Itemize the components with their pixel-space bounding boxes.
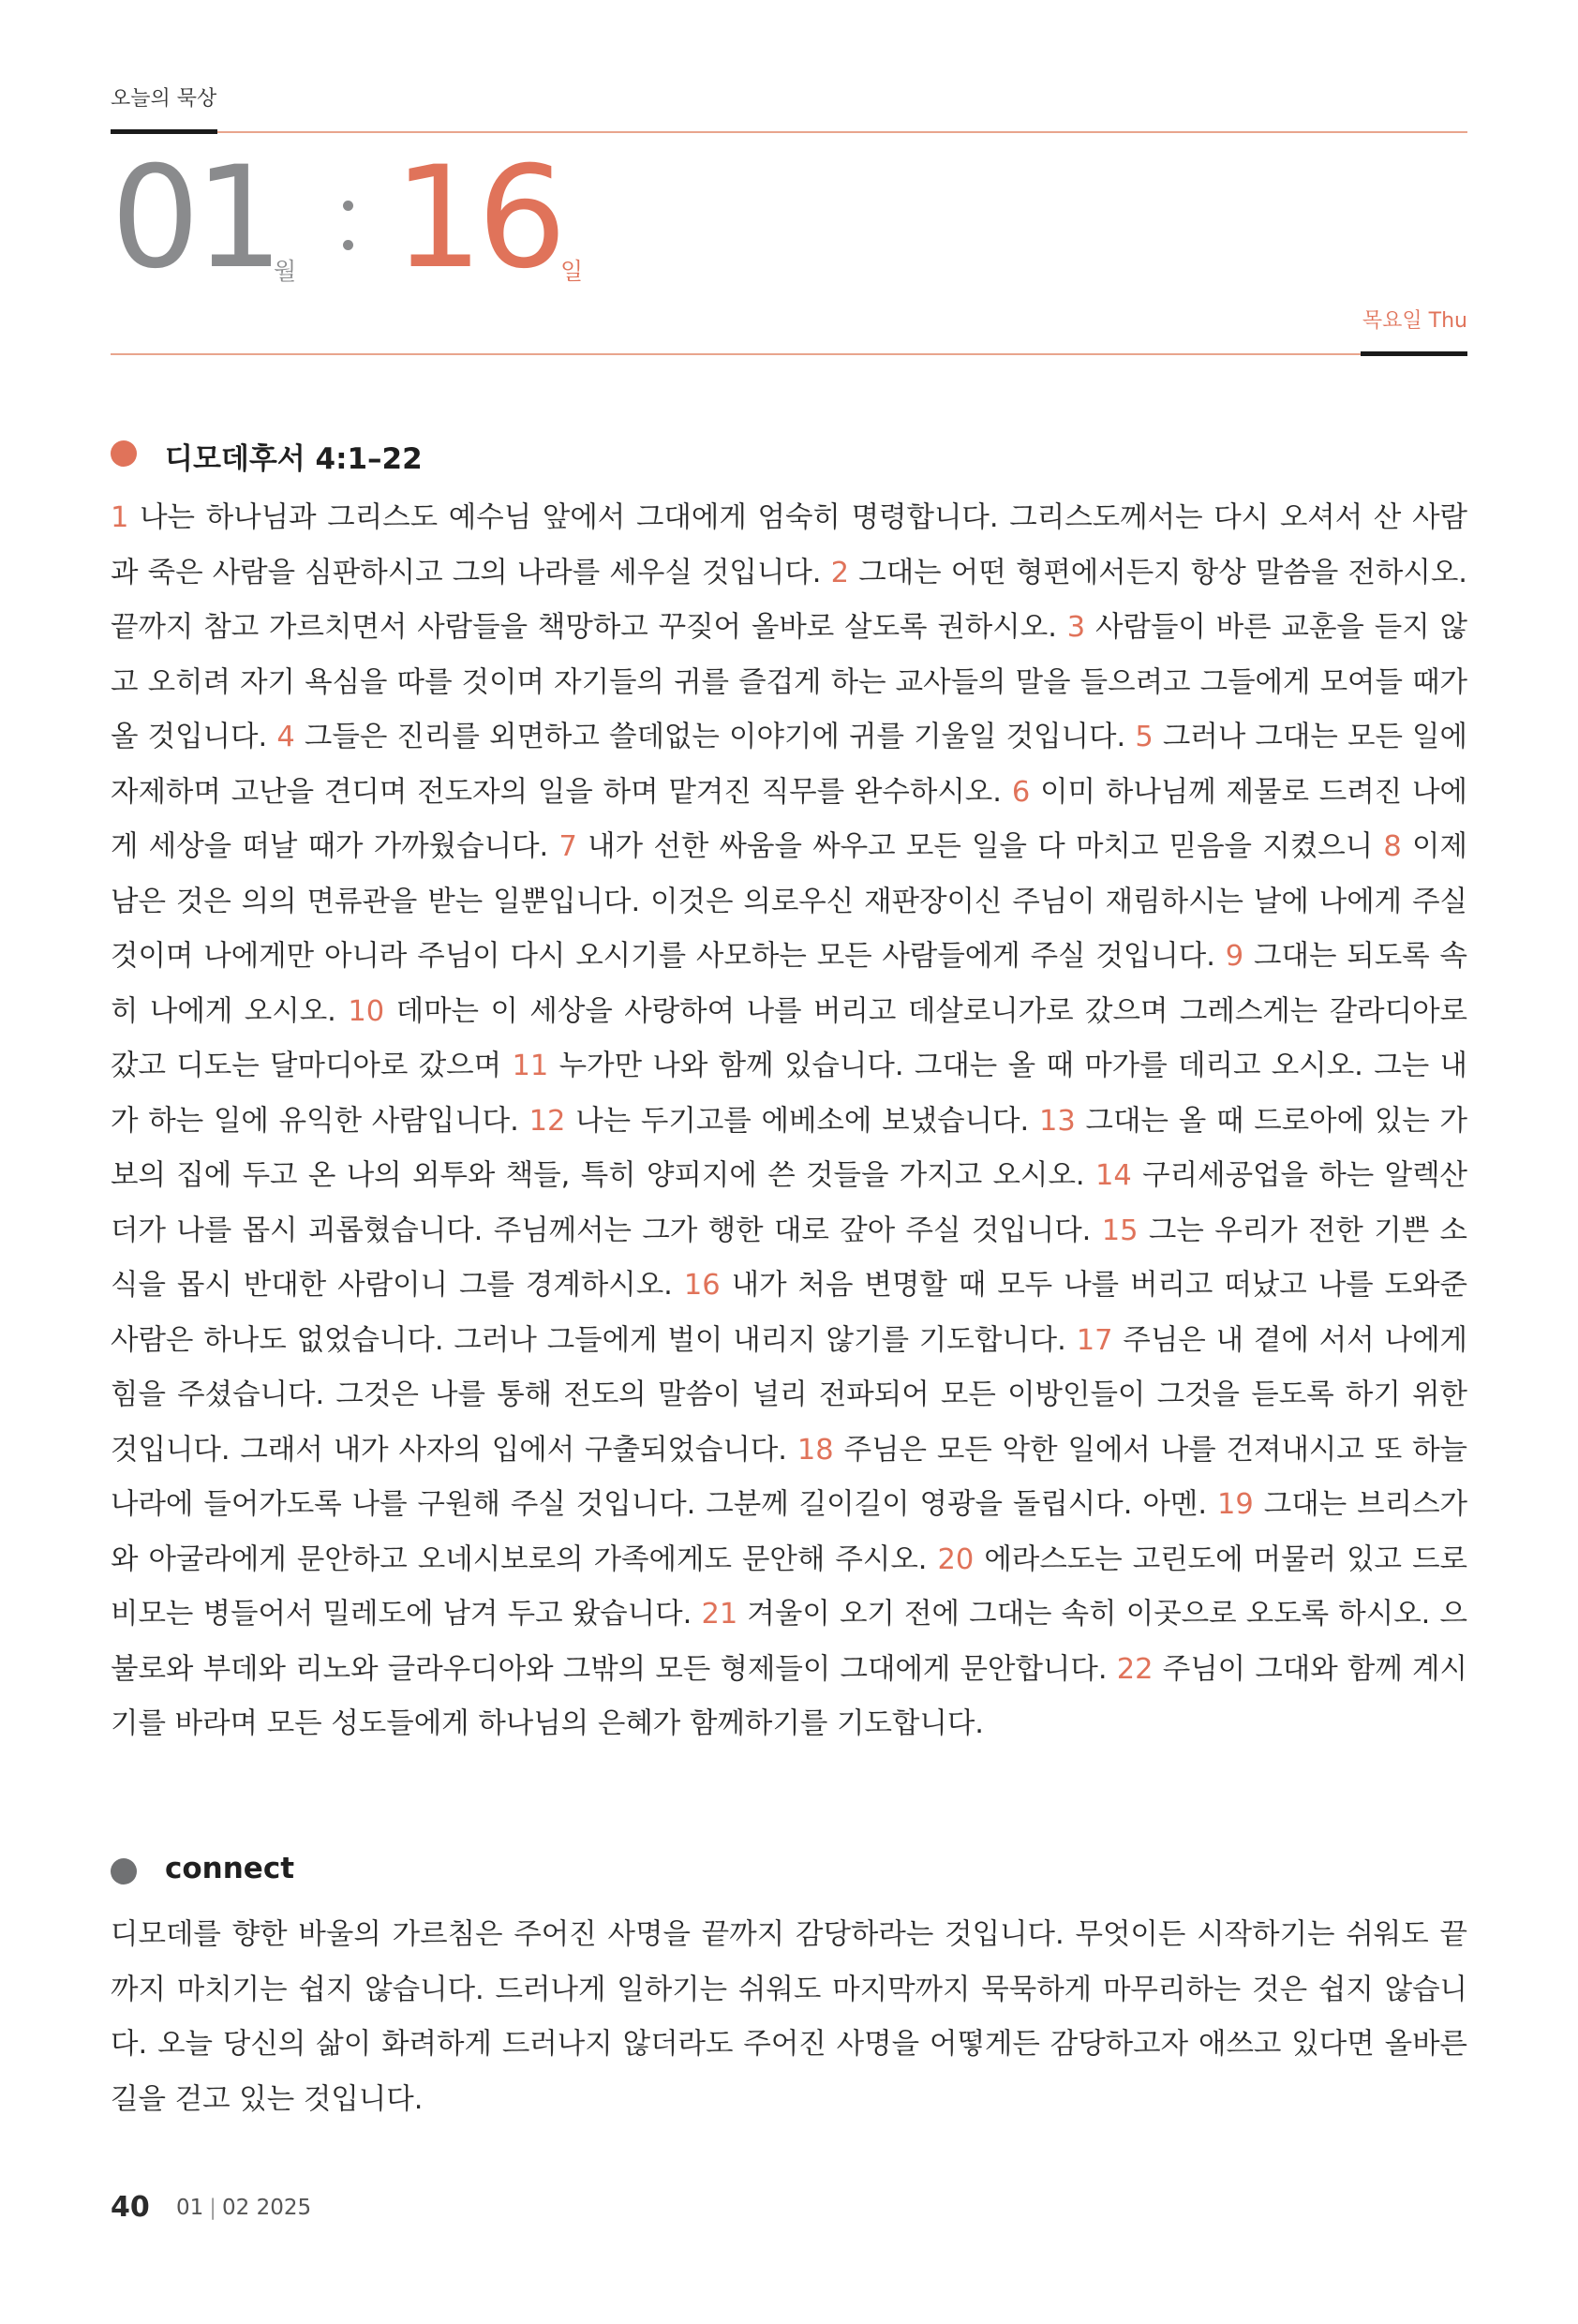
verse-text: 나는 하나님과 그리스도 예수님 앞에서 그대에게 엄숙히 명령합니다. 그리스도께서는 다시 오셔서 산 사람과 죽은 사람을 심판하시고 그의 나라를 세우실 것입니다. [111,501,1467,589]
verse-number: 5 [1135,721,1154,753]
connect-bullet-icon [111,1858,137,1885]
verse-text: 내가 선한 싸움을 싸우고 모든 일을 다 마치고 믿음을 지켰으니 [576,830,1384,863]
verse-number: 4 [276,721,295,753]
verse-number: 8 [1383,830,1402,863]
verse-number: 9 [1225,940,1244,973]
scripture-bullet-icon [111,440,137,467]
verse-text: 나는 두기고를 에베소에 보냈습니다. [565,1104,1039,1138]
header-bottom-divider [111,353,1467,355]
verse-number: 7 [558,830,577,863]
verse-number: 17 [1076,1323,1113,1357]
scripture-reference: 디모데후서 4:1–22 [165,442,423,476]
verse-number: 19 [1217,1488,1254,1521]
verse-text: 데마는 이 세상을 사랑하여 나를 버리고 데살로니가로 갔으며 그레스게는 갈라디아로 갔고 디도는 달마디아로 갔으며 [111,994,1468,1082]
verse-number: 21 [701,1598,738,1631]
connect-text: 디모데를 향한 바울의 가르침은 주어진 사명을 끝까지 감당하라는 것입니다. 무엇이든 시작하기는 쉬워도 끝까지 마치기는 쉽지 않습니다. 드러나게 일하기는 쉬워도 마지막까지 묵묵하게 마무리하는 것은 쉽지 않습니다. 오늘 당신의 삶이 화려하게 드러나지 않더라도 주어진 사명을 어떻게든 감당하고자 애쓰고 있다면 올바른 길을 걷고 있는 것입니다. [111,1918,1467,2116]
verse-number: 18 [796,1433,834,1467]
header-bottom-divider-accent [1361,351,1467,356]
verse-text: 그러나 그대는 모든 일에 자제하며 고난을 견디며 전도자의 일을 하며 맡겨진 직무를 완수하시오. [111,721,1467,809]
weekday-korean: 목요일 [1362,309,1422,333]
verse-text: 그들은 진리를 외면하고 쓸데없는 이야기에 귀를 기울일 것입니다. [294,721,1136,753]
verse-text: 내가 처음 변명할 때 모두 나를 버리고 떠났고 나를 도와준 사람은 하나도 없었습니다. 그러나 그들에게 벌이 내리지 않기를 기도합니다. [111,1269,1467,1357]
verse-text: 그대는 되도록 속히 나에게 오시오. [111,940,1467,1028]
connect-heading: connect [165,1852,295,1885]
page-number: 40 [111,2191,150,2224]
verse-number: 11 [512,1050,549,1082]
verse-text: 주님이 그대와 함께 계시기를 바라며 모든 성도들에게 하나님의 은혜가 함께하기를 기도합니다. [111,1652,1467,1740]
verse-number: 6 [1011,775,1031,809]
issue-info [176,2196,311,2220]
verse-number: 2 [830,556,850,589]
verse-text: 누가만 나와 함께 있습니다. 그대는 올 때 마가를 데리고 오시오. 그는 내가 하는 일에 유익한 사람입니다. [111,1050,1467,1138]
colon-dot-bottom [343,240,353,250]
top-divider [111,131,1467,133]
month-number: 01 [111,137,278,300]
verse-text: 주님은 모든 악한 일에서 나를 건져내시고 또 하늘 나라에 들어가도록 나를 구원해 주실 것입니다. 그분께 길이길이 영광을 돌립시다. 아멘. [111,1433,1467,1521]
verse-number: 3 [1066,611,1086,644]
weekday [1362,305,1467,334]
section-label: 오늘의 묵상 [111,87,217,111]
day-number: 16 [394,137,561,300]
verse-text: 겨울이 오기 전에 그대는 속히 이곳으로 오도록 하시오. 으불로와 부데와 리노와 글라우디아와 그밖의 모든 형제들이 그대에게 문안합니다. [111,1598,1467,1686]
issue-separator: | [209,2196,217,2220]
issue-rest: 02 2025 [222,2196,312,2220]
verse-text: 구리세공업을 하는 알렉산더가 나를 몹시 괴롭혔습니다. 주님께서는 그가 행한 대로 갚아 주실 것입니다. [111,1159,1467,1247]
verse-text: 주님은 내 곁에 서서 나에게 힘을 주셨습니다. 그것은 나를 통해 전도의 말씀이 널리 전파되어 모든 이방인들이 그것을 듣도록 하기 위한 것입니다. 그래서 내가 사자의 입에서 구출되었습니다. [111,1323,1467,1467]
verse-text: 사람들이 바른 교훈을 듣지 않고 오히려 자기 욕심을 따를 것이며 자기들의 귀를 즐겁게 하는 교사들의 말을 들으려고 그들에게 모여들 때가 올 것입니다. [111,611,1467,753]
month-unit: 월 [274,258,297,285]
weekday-english: Thu [1428,309,1467,333]
scripture-text [111,491,1467,1752]
verse-text: 그대는 올 때 드로아에 있는 가보의 집에 두고 온 나의 외투와 책들, 특히 양피지에 쓴 것들을 가지고 오시오. [111,1104,1467,1192]
verse-number: 10 [348,994,385,1028]
verse-number: 14 [1095,1159,1132,1192]
day-unit: 일 [560,258,584,285]
verse-text: 그는 우리가 전한 기쁜 소식을 몹시 반대한 사람이니 그를 경계하시오. [111,1214,1468,1302]
verse-text: 이제 남은 것은 의의 면류관을 받는 일뿐입니다. 이것은 의로우신 재판장이신 주님이 재림하시는 날에 나에게 주실 것이며 나에게만 아니라 주님이 다시 오시기를 사모하는 모든 사람들에게 주실 것입니다. [111,830,1467,973]
top-divider-accent [111,129,217,134]
verse-text: 그대는 어떤 형편에서든지 항상 말씀을 전하시오. 끝까지 참고 가르치면서 사람들을 책망하고 꾸짖어 올바로 살도록 권하시오. [111,556,1467,644]
verse-number: 12 [528,1104,566,1138]
verse-number: 1 [111,501,129,534]
colon-dot-top [343,201,353,211]
verse-number: 16 [683,1269,721,1302]
verse-text: 그대는 브리스가와 아굴라에게 문안하고 오네시보로의 가족에게도 문안해 주시오. [111,1488,1467,1576]
verse-number: 15 [1101,1214,1139,1247]
verse-text: 이미 하나님께 제물로 드려진 나에게 세상을 떠날 때가 가까웠습니다. [111,775,1467,863]
verse-text: 에라스도는 고린도에 머물러 있고 드로비모는 병들어서 밀레도에 남겨 두고 왔습니다. [111,1542,1467,1631]
issue-month: 01 [176,2196,204,2220]
verse-number: 20 [937,1542,975,1576]
verse-number: 22 [1116,1652,1154,1686]
verse-number: 13 [1038,1104,1076,1138]
